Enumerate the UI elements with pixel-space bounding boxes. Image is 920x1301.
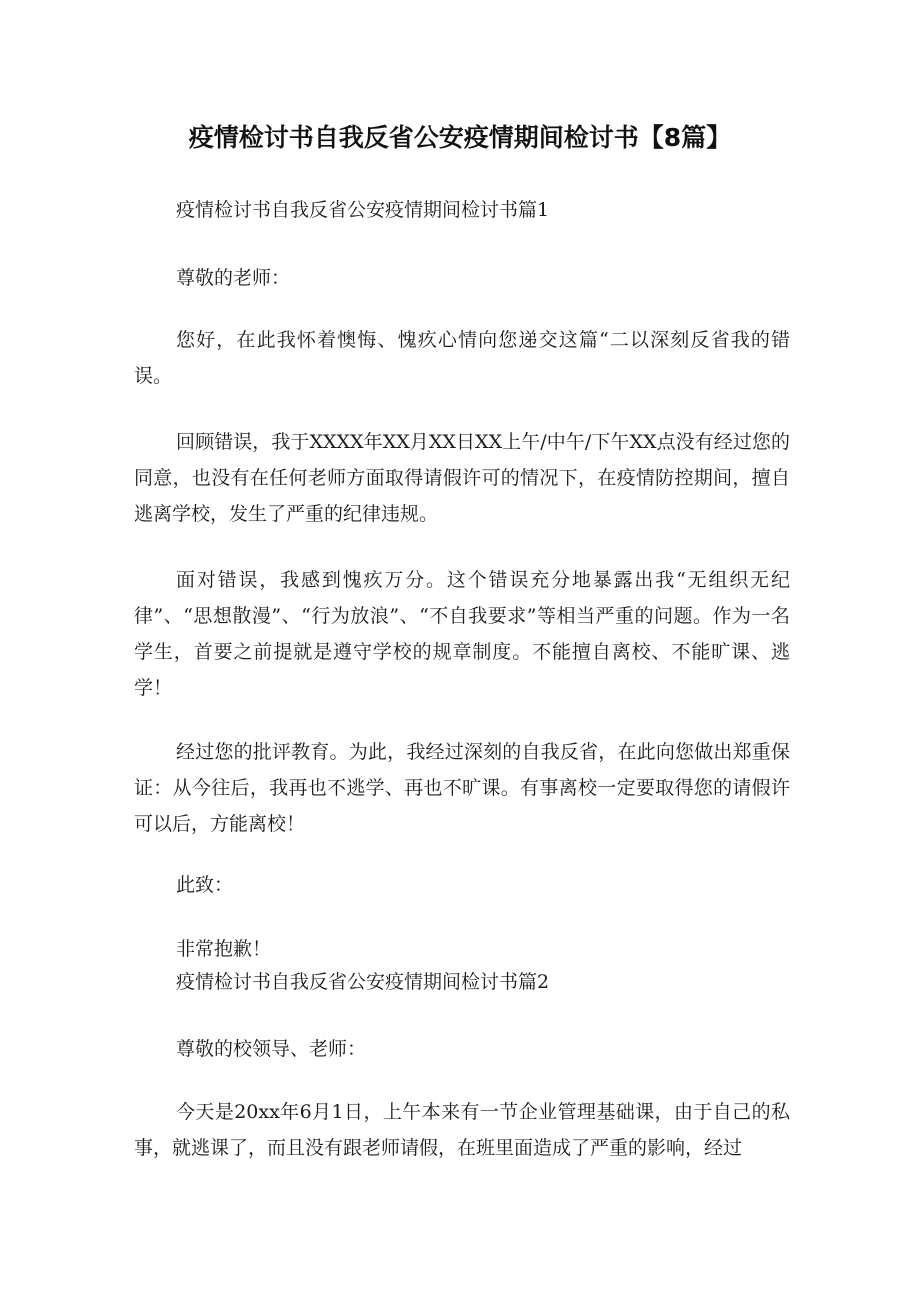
article-1-paragraph-4: 经过您的批评教育。为此，我经过深刻的自我反省，在此向您做出郑重保证：从今往后，我再也不逃学、再也不旷课。有事离校一定要取得您的请假许可以后，方能离校！	[134, 741, 790, 835]
article-1-heading: 疫情检讨书自我反省公安疫情期间检讨书篇1	[176, 199, 550, 221]
article-1-closing: 此致：	[176, 874, 234, 896]
article-2-salutation: 尊敬的校领导、老师：	[176, 1038, 367, 1060]
article-1-paragraph-3: 面对错误，我感到愧疚万分。这个错误充分地暴露出我“无组织无纪律”、“思想散漫”、“行为放浪”、“不自我要求”等相当严重的问题。作为一名学生，首要之前提就是遵守学校的规章制度。不能擅自离校、不能旷课、逃学！	[134, 569, 790, 699]
article-1-apology: 非常抱歉！	[176, 938, 272, 960]
article-2-paragraph-1: 今天是20xx年6月1日，上午本来有一节企业管理基础课，由于自己的私事，就逃课了，而且没有跟老师请假，在班里面造成了严重的影响，经过	[134, 1101, 790, 1159]
article-2-heading: 疫情检讨书自我反省公安疫情期间检讨书篇2	[176, 971, 550, 993]
article-1-paragraph-1: 您好，在此我怀着懊悔、愧疚心情向您递交这篇“二以深刻反省我的错误。	[134, 329, 790, 387]
article-1-salutation: 尊敬的老师：	[176, 267, 291, 289]
document-title: 疫情检讨书自我反省公安疫情期间检讨书【8篇】	[188, 123, 732, 152]
article-1-paragraph-2: 回顾错误，我于XXXX年XX月XX日XX上午/中午/下午XX点没有经过您的同意，也没有在任何老师方面取得请假许可的情况下，在疫情防控期间，擅自逃离学校，发生了严重的纪律违规。	[134, 431, 790, 525]
